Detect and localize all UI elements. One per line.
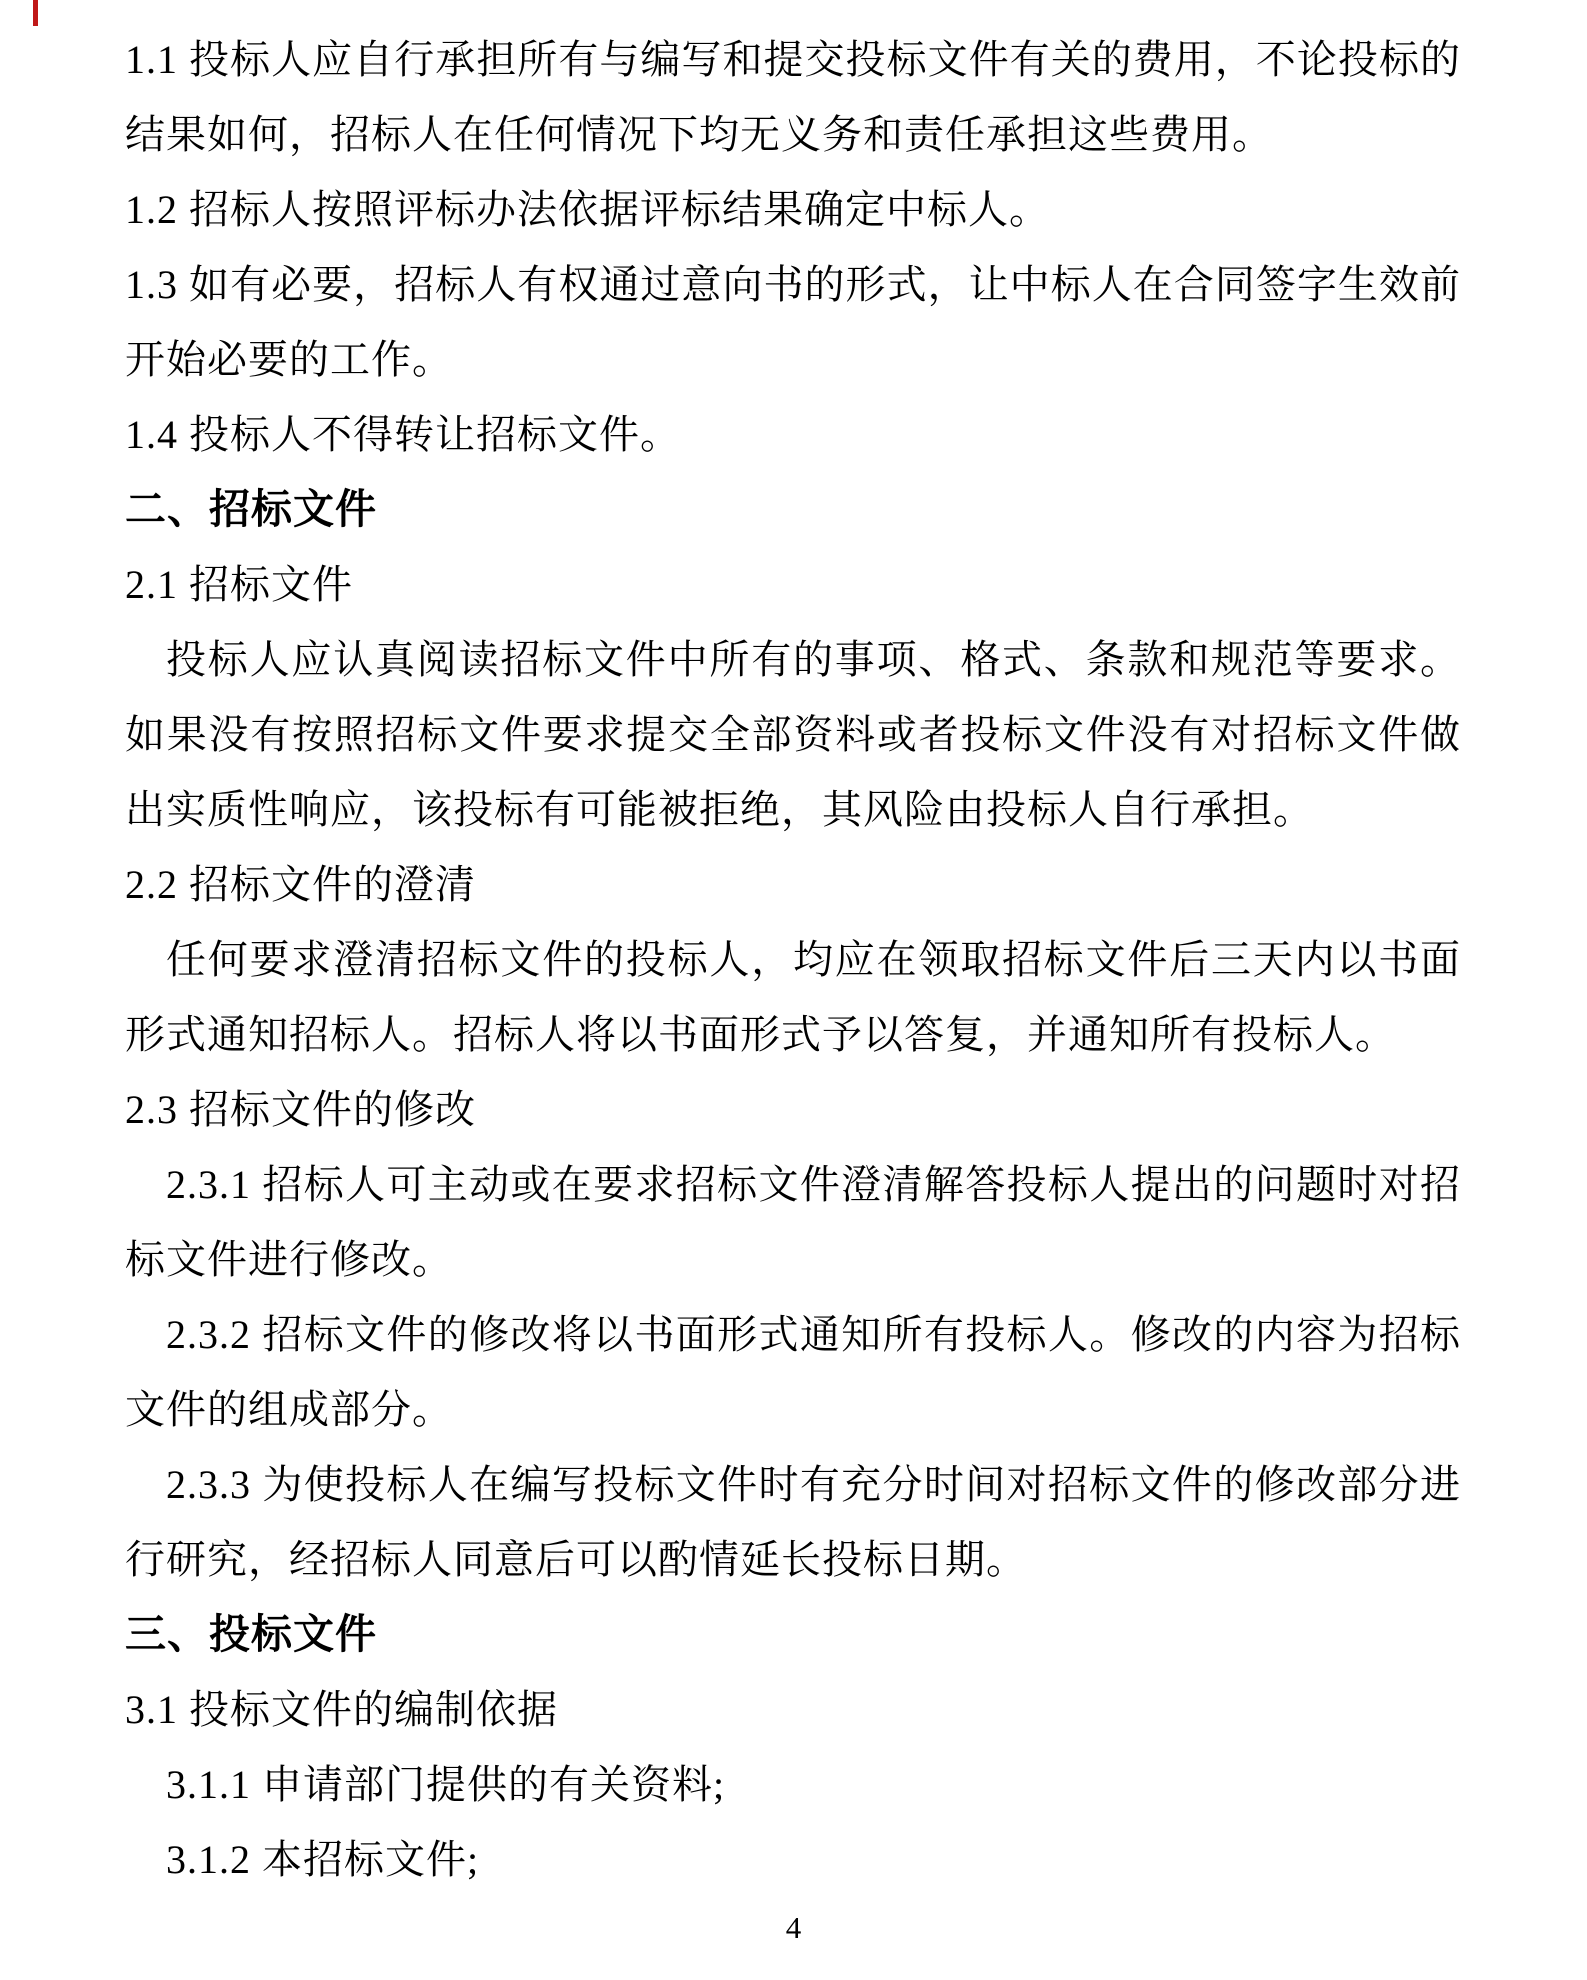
paragraph: 2.1 招标文件 <box>125 562 353 607</box>
paragraph: 2.3.1 招标人可主动或在要求招标文件澄清解答投标人提出的问题时对招标文件进行修改。 <box>125 1162 1461 1282</box>
red-margin-mark <box>33 0 38 26</box>
paragraph: 任何要求澄清招标文件的投标人，均应在领取招标文件后三天内以书面形式通知招标人。招标人将以书面形式予以答复，并通知所有投标人。 <box>125 937 1461 1057</box>
document-body <box>125 22 1461 1897</box>
paragraph: 投标人应认真阅读招标文件中所有的事项、格式、条款和规范等要求。如果没有按照招标文件要求提交全部资料或者投标文件没有对招标文件做出实质性响应，该投标有可能被拒绝，其风险由投标人自行承担。 <box>125 637 1461 832</box>
page-footer <box>0 1908 1587 1948</box>
paragraph: 1.3 如有必要，招标人有权通过意向书的形式，让中标人在合同签字生效前开始必要的工作。 <box>125 262 1461 382</box>
paragraph: 3.1.2 本招标文件; <box>166 1837 480 1882</box>
paragraph: 3.1 投标文件的编制依据 <box>125 1687 558 1732</box>
page-number: 4 <box>785 1910 802 1945</box>
section-heading: 二、招标文件 <box>125 486 377 532</box>
paragraph: 1.2 招标人按照评标办法依据评标结果确定中标人。 <box>125 187 1050 232</box>
paragraph: 2.2 招标文件的澄清 <box>125 862 476 907</box>
paragraph: 2.3.3 为使投标人在编写投标文件时有充分时间对招标文件的修改部分进行研究，经招标人同意后可以酌情延长投标日期。 <box>125 1462 1461 1582</box>
paragraph: 1.4 投标人不得转让招标文件。 <box>125 412 681 457</box>
paragraph: 1.1 投标人应自行承担所有与编写和提交投标文件有关的费用，不论投标的结果如何，招标人在任何情况下均无义务和责任承担这些费用。 <box>125 37 1461 157</box>
paragraph: 2.3.2 招标文件的修改将以书面形式通知所有投标人。修改的内容为招标文件的组成部分。 <box>125 1312 1461 1432</box>
section-heading: 三、投标文件 <box>125 1611 377 1657</box>
paragraph: 2.3 招标文件的修改 <box>125 1087 476 1132</box>
paragraph: 3.1.1 申请部门提供的有关资料; <box>166 1762 726 1807</box>
